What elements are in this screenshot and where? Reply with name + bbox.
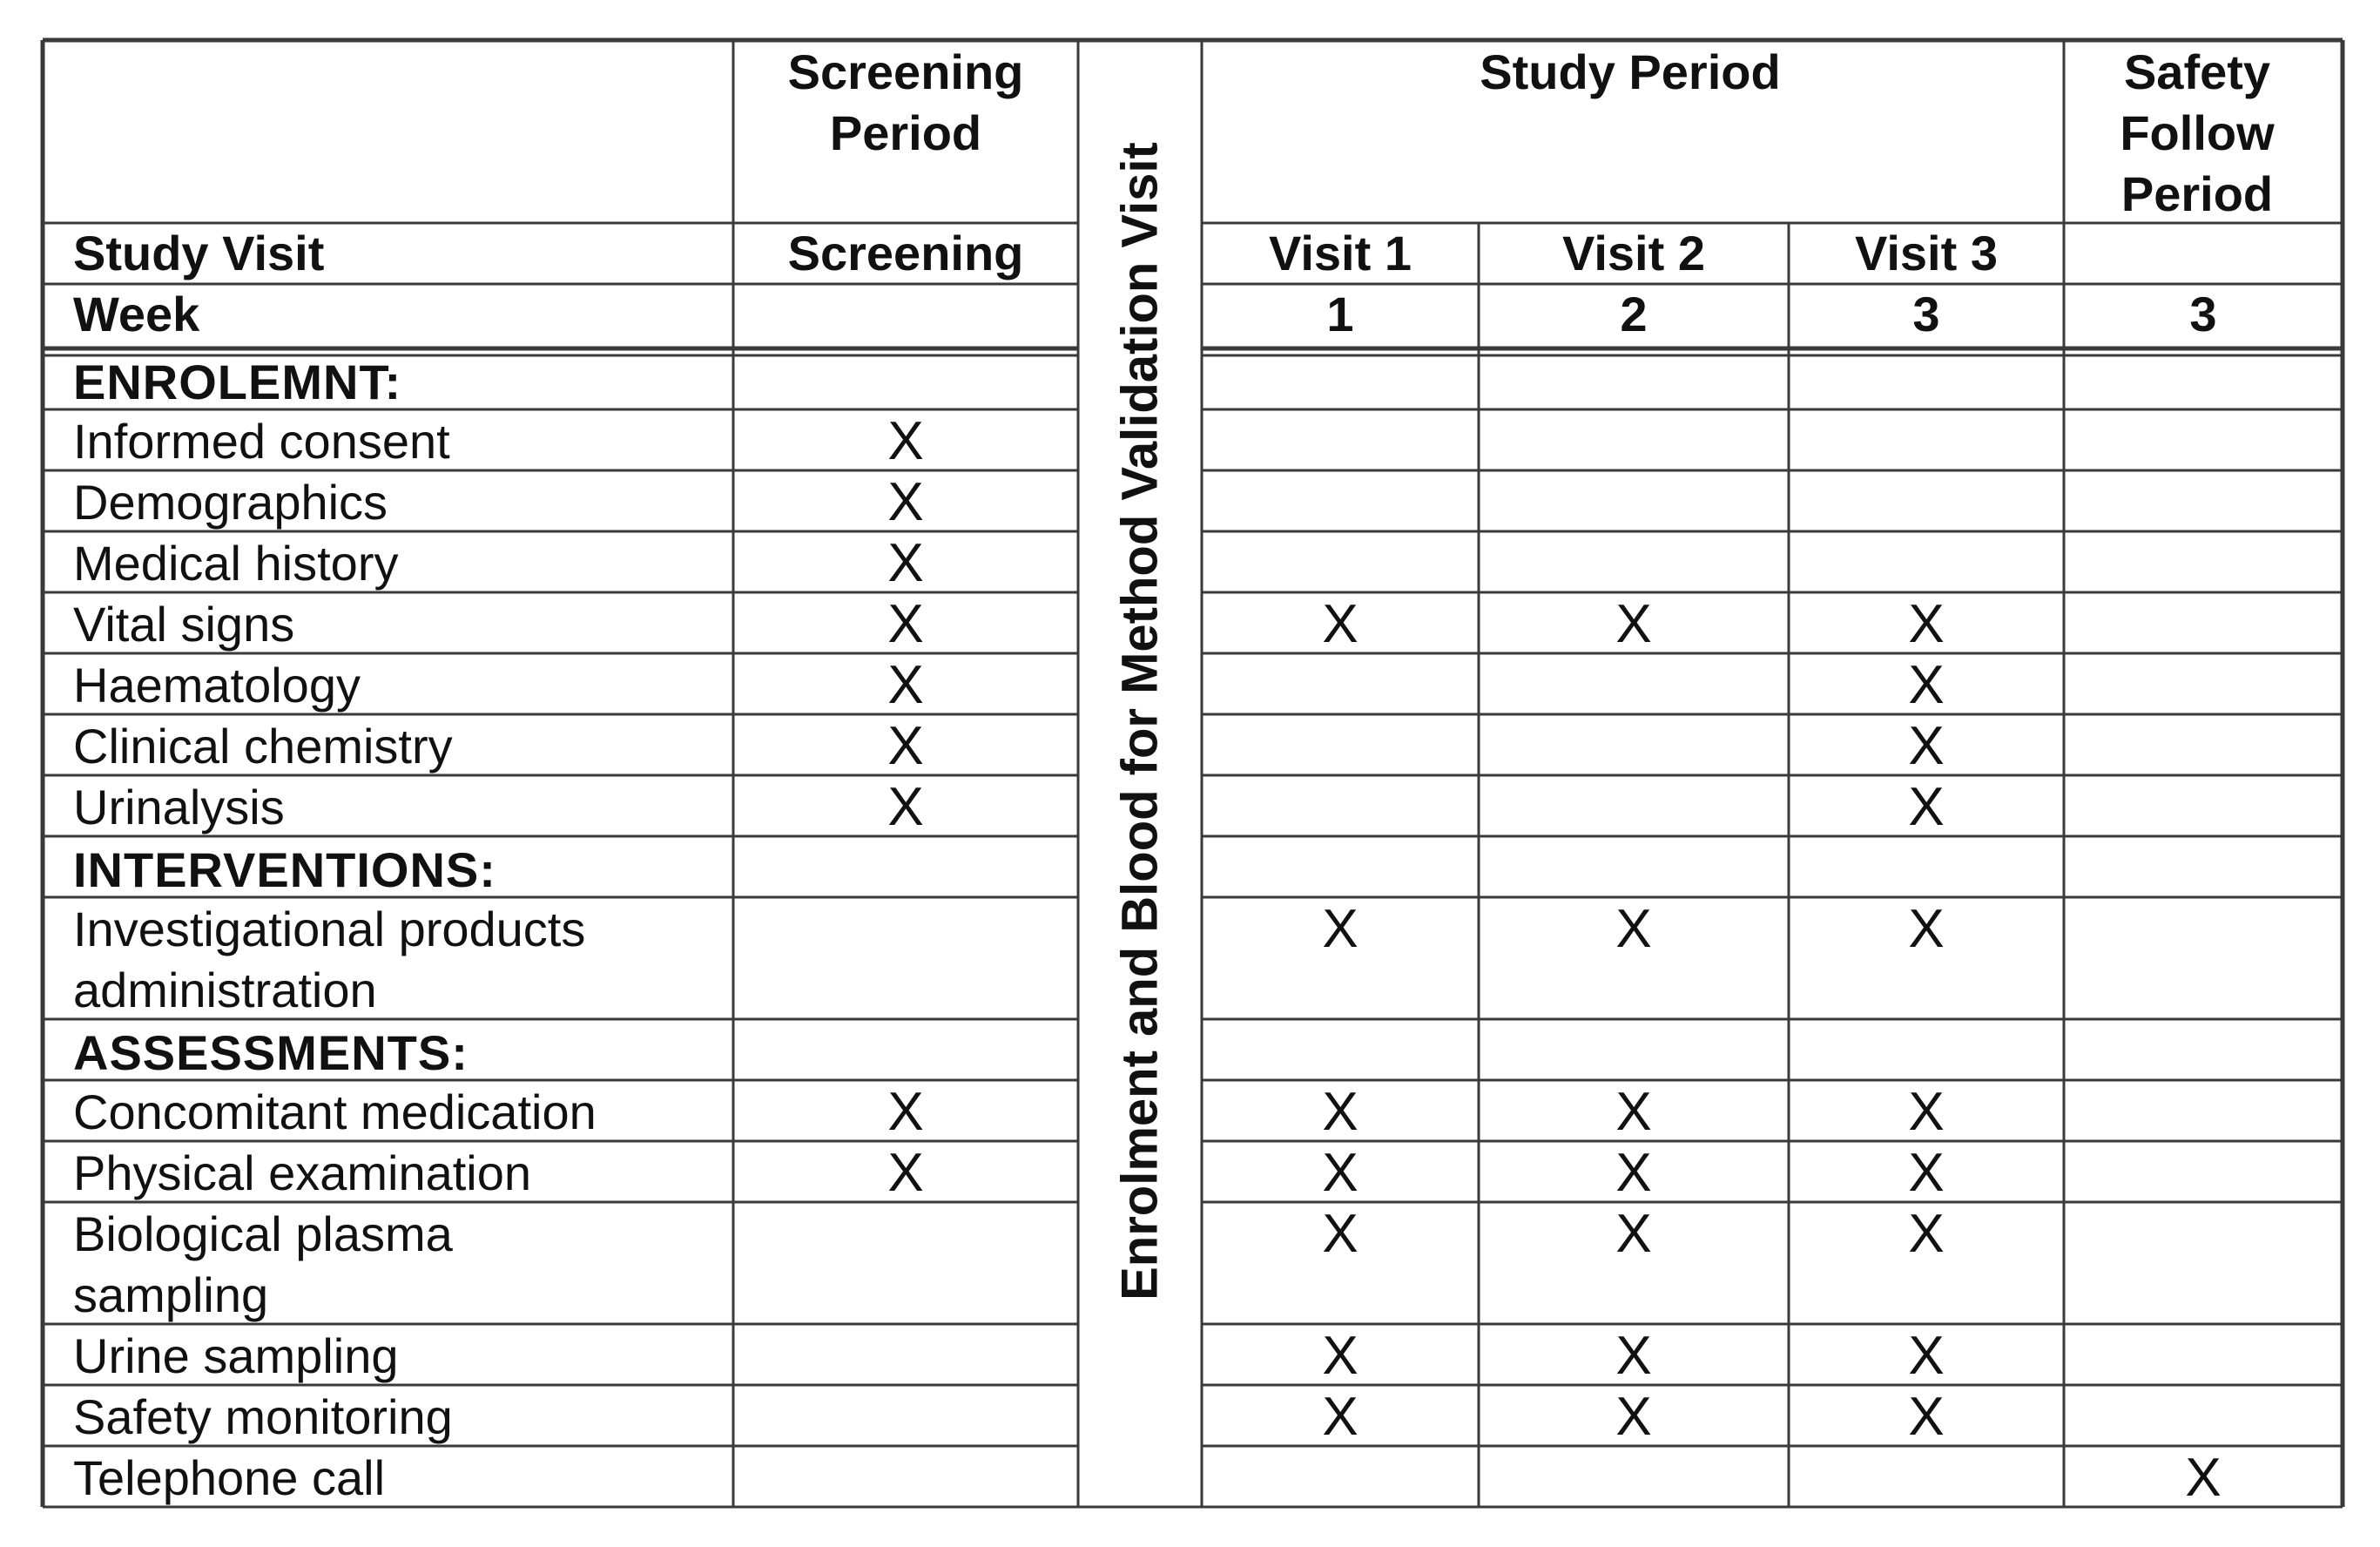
activity-label-line: Telephone call [73,1450,386,1505]
schedule-mark: X [1322,899,1359,959]
schedule-mark: X [1322,1143,1359,1203]
week-label: Week [73,287,200,341]
activity-label [73,533,398,594]
section-heading: ENROLEMNT: [73,355,402,409]
activity-label-line: Safety monitoring [73,1389,453,1444]
schedule-mark: X [1615,899,1652,959]
week-header-cell: 2 [1620,287,1648,341]
schedule-mark: X [1908,777,1945,837]
activity-label [73,1448,385,1509]
schedule-mark: X [1908,899,1945,959]
schedule-mark: X [1908,1387,1945,1447]
schedule-mark: X [1615,1143,1652,1203]
activity-label [73,594,294,655]
activity-label-line: Medical history [73,536,399,591]
activity-label [73,777,285,838]
schedule-mark: X [887,411,924,471]
schedule-mark: X [1908,655,1945,715]
activity-label-line: Biological plasma [73,1206,453,1261]
activity-label-line: Urine sampling [73,1328,399,1383]
schedule-mark: X [1322,1326,1359,1386]
activity-label [73,899,585,1021]
screening-period-line-2: Period [829,105,982,160]
safety-follow-line-1: Safety [2123,44,2271,99]
enrolment-visit-vertical-label: Enrolment and Blood for Method Validation Visit [1111,142,1169,1300]
section-heading: ASSESSMENTS: [73,1025,469,1080]
visit-header-cell: Visit 1 [1269,226,1412,280]
study-visit-label: Study Visit [73,226,325,280]
activity-label-line: Physical examination [73,1145,532,1200]
schedule-mark: X [887,594,924,654]
visit-header-cell: Visit 2 [1562,226,1705,280]
schedule-mark: X [1322,594,1359,654]
activity-label-line: Investigational products [73,902,586,956]
activity-label [73,1326,399,1387]
schedule-mark: X [1322,1387,1359,1447]
week-header-cell: 1 [1326,287,1354,341]
schedule-mark: X [1908,594,1945,654]
schedule-mark: X [1908,1082,1945,1142]
study-period-label: Study Period [1480,44,1781,99]
safety-follow-line-2: Follow [2120,105,2275,160]
activity-label [73,1143,531,1204]
study-period-header [1202,42,2059,103]
schedule-mark: X [1908,1143,1945,1203]
schedule-mark: X [1908,1326,1945,1386]
schedule-mark: X [887,655,924,715]
activity-label-line: Demographics [73,475,388,530]
schedule-mark: X [887,1082,924,1142]
activity-label [73,472,388,533]
schedule-mark: X [1908,1204,1945,1264]
safety-follow-line-3: Period [2120,166,2274,221]
schedule-mark: X [887,533,924,593]
schedule-mark: X [887,777,924,837]
schedule-mark: X [1615,594,1652,654]
visit-header-cell: Visit 3 [1855,226,1998,280]
activity-label [73,655,361,716]
activity-label [73,716,453,777]
activity-label [73,411,450,472]
schedule-mark: X [1615,1204,1652,1264]
activity-label [73,1204,453,1326]
schedule-mark: X [1322,1082,1359,1142]
visit-header-cell: Screening [787,226,1024,280]
schedule-mark: X [1615,1082,1652,1142]
activity-label-line: Clinical chemistry [73,719,453,774]
schedule-mark: X [887,716,924,776]
schedule-mark: X [1615,1326,1652,1386]
schedule-mark: X [887,472,924,532]
safety-follow-period-header [2059,42,2336,225]
schedule-mark: X [2185,1448,2222,1508]
activity-label-line: Informed consent [73,414,450,469]
screening-period-header [733,42,1078,164]
activity-label-line: Concomitant medication [73,1084,597,1139]
week-header-cell: 3 [1912,287,1940,341]
activity-label [73,1082,597,1143]
screening-period-line-1: Screening [787,44,1024,99]
enrolment-visit-column [1078,40,1202,1507]
activity-label-line: administration [73,963,377,1017]
schedule-mark: X [1322,1204,1359,1264]
schedule-mark: X [887,1143,924,1203]
activity-label [73,1387,453,1448]
activity-label-line: sampling [73,1267,269,1322]
section-heading: INTERVENTIONS: [73,842,496,897]
activity-label-line: Vital signs [73,597,295,652]
schedule-mark: X [1615,1387,1652,1447]
activity-label-line: Urinalysis [73,780,285,834]
week-header-cell: 3 [2189,287,2217,341]
activity-label-line: Haematology [73,658,361,713]
schedule-mark: X [1908,716,1945,776]
